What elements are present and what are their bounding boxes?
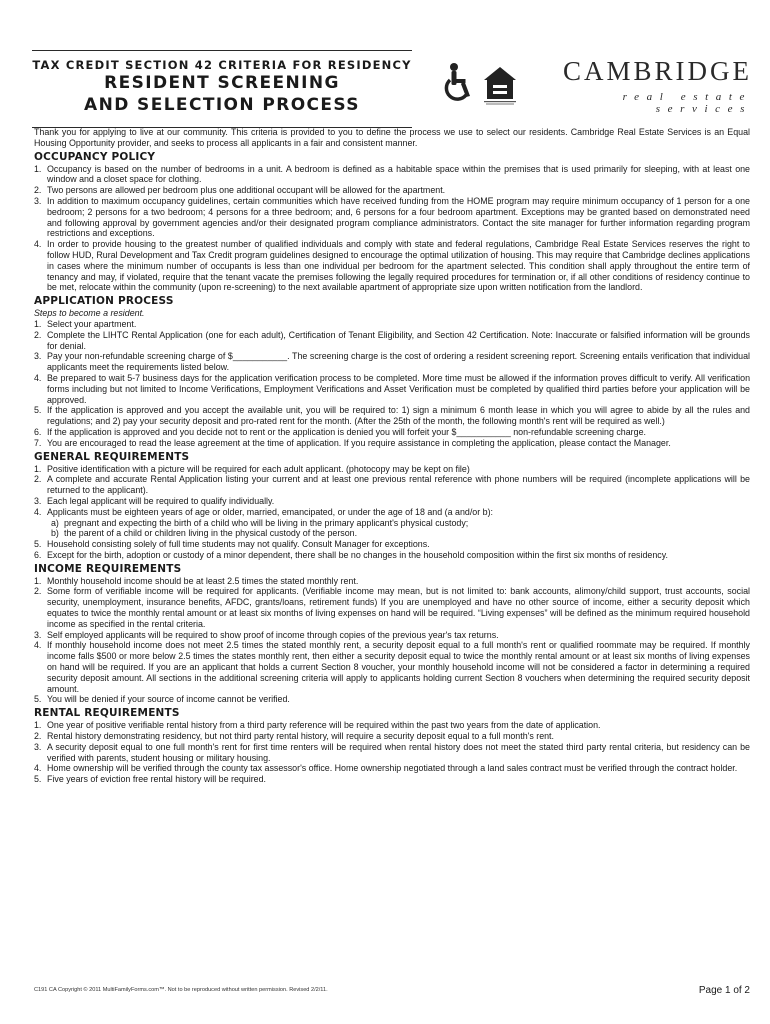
list-item: 1. One year of positive verifiable rental history from a third party reference will be required within the past two years from the date of application.	[34, 720, 601, 731]
application-list	[34, 319, 750, 449]
list-item: 2. Two persons are allowed per bedroom plus one additional occupant will be allowed for the apartment.	[34, 185, 446, 196]
list-item: 7. You are encouraged to read the lease agreement at the time of application. If you require assistance in completing the application, please contact the Manager.	[34, 437, 671, 448]
list-item: 4. Be prepared to wait 5-7 business days for the application verification process to be completed. More time must be allowed if the information proves difficult to verify. All verification forms including but not limited to Income Verifications, Employment Verifications and Asset Verification must be completed by qualified third parties before your application will be approved.	[34, 372, 750, 405]
list-item: 6. If the application is approved and you decide not to rent or the application is denied you will forfeit your $___________ non-refundable screening charge.	[34, 426, 646, 437]
list-item: 4. Applicants must be eighteen years of age or older, married, emancipated, or under the age of 18 and (a and/or b):	[34, 506, 493, 517]
section-heading-occupancy: OCCUPANCY POLICY	[34, 150, 156, 163]
section-subheading: Steps to become a resident.	[34, 308, 145, 319]
company-logo	[532, 56, 752, 115]
general-list	[34, 464, 750, 561]
rental-list	[34, 720, 750, 785]
list-item: 5. You will be denied if your source of income cannot be verified.	[34, 694, 290, 705]
list-item: 6. Except for the birth, adoption or custody of a minor dependent, there shall be no changes in the household composition within the first six months of residency.	[34, 549, 668, 560]
copyright-notice: C191 CA Copyright © 2011 MultiFamilyForms.com™. Not to be reproduced without written permission. Revised 2/2/11.	[34, 987, 328, 993]
page-number: Page 1 of 2	[698, 985, 750, 996]
document-subtitle: TAX CREDIT SECTION 42 CRITERIA FOR RESIDENCY	[32, 58, 412, 72]
brand-name: CAMBRIDGE	[562, 56, 752, 86]
list-item: 5. Five years of eviction free rental history will be required.	[34, 774, 267, 785]
list-item: 4. If monthly household income does not meet 2.5 times the stated monthly rent, a security deposit equal to a full month's rent or qualified roommate may be required. If monthly income falls $500 or more below 2.5 times the states monthly rent, then either a security deposit equal to twice the monthly rental amount or at least six months of living expenses on hand will be required. If you are an applicant that holds a current Section 8 voucher, your monthly household income will not be considered a factor in determining a required security deposit amount. All sections in the additional screening criteria will apply to applicants holding current Section 8 vouchers when determining the required security deposit amount.	[34, 640, 750, 694]
income-list	[34, 576, 750, 706]
document-title-line1: RESIDENT SCREENING	[104, 73, 340, 93]
list-item: 2. Rental history demonstrating residency, but not third party rental history, will require a security deposit equal to a full month's rent.	[34, 731, 554, 742]
sub-list-item: a) pregnant and expecting the birth of a child who will be living in the primary applicant's physical custody;	[51, 517, 469, 528]
list-item: 2. Some form of verifiable income will be required for applicants. (Verifiable income may mean, but is not limited to: bank accounts, alimony/child support, trust accounts, social security, unemployment, insurance benefits, AFDC, grants/loans, retirement funds) If you are unemployed and have no other source of income, either a security deposit which equates to twice the monthly rental amount or at least six months of living expenses on hand will be required. “Living expenses” will be defined as the minimum required household income as specified in the rental criteria.	[34, 586, 750, 629]
equal-housing-icon	[484, 67, 516, 105]
list-item: 3. In addition to maximum occupancy guidelines, certain communities which have received funding from the HOME program may require minimum occupancy of 1 person for a one bedroom; 2 persons for a two bedroom; 4 persons for a three bedroom; and, 6 persons for a four bedroom apartment. Exceptions may be granted based on demonstrated need and following approval by government agencies and/or their designated program compliance administrators. Contact the site manager for further information regarding program restrictions and exceptions.	[34, 195, 750, 239]
list-item: 1. Monthly household income should be at least 2.5 times the stated monthly rent.	[34, 575, 359, 586]
section-heading-rental: RENTAL REQUIREMENTS	[34, 707, 180, 720]
list-item: 3. Self employed applicants will be required to show proof of income through copies of the previous year's tax returns.	[34, 629, 499, 640]
list-item: 3. Each legal applicant will be required to qualify individually.	[34, 495, 275, 506]
document-title-line2: AND SELECTION PROCESS	[84, 95, 360, 115]
title-block	[32, 50, 412, 128]
document-footer	[34, 985, 750, 999]
list-item: 5. Household consisting solely of full time students may not qualify. Consult Manager for exceptions.	[34, 539, 430, 550]
list-item: 2. Complete the LIHTC Rental Application (one for each adult), Certification of Tenant Eligibility, and Section 42 Certification. Note: Inaccurate or falsified information will be grounds for denial.	[34, 329, 750, 351]
document-body	[34, 127, 750, 785]
list-item: 3. A security deposit equal to one full month's rent for first time renters will be required when rental history does not meet the stated third party rental criteria, but residency can be verified with parents, student housing or military housing.	[34, 741, 750, 763]
compliance-logos	[440, 58, 530, 106]
document-header	[32, 50, 752, 130]
list-item: 5. If the application is approved and you accept the available unit, you will be required to: 1) sign a minimum 6 month lease in which you will agree to abide by all the rules and regulations; and 2) pay your security deposit and pro-rated rent for the month. (After the 25th of the month, the following month's rent will be required as well.)	[34, 405, 750, 427]
list-item: 1. Occupancy is based on the number of bedrooms in a unit. A bedroom is defined as a habitable space within the premises that is used primarily for sleeping, with at least one window and a closet space for clothing.	[34, 163, 750, 185]
section-heading-general: GENERAL REQUIREMENTS	[34, 450, 190, 463]
sub-list-item: b) the parent of a child or children living in the physical custody of the person.	[51, 528, 358, 539]
list-item: 4. Home ownership will be verified through the county tax assessor's office. Home ownership negotiated through a land sales contract must be verified through the contract holder.	[34, 763, 738, 774]
occupancy-list	[34, 164, 750, 294]
accessibility-icon	[446, 63, 470, 99]
list-item: 1. Positive identification with a picture will be required for each adult applicant. (photocopy may be kept on file)	[34, 463, 470, 474]
list-item: 2. A complete and accurate Rental Application listing your current and at least one previous rental reference with phone numbers will be required (incomplete applications will be returned to the applicant).	[34, 474, 750, 496]
list-item: 4. In order to provide housing to the greatest number of qualified individuals and comply with state and federal regulations, Cambridge Real Estate Services reserves the right to follow HUD, Rural Development and Tax Credit program guidelines designed to encourage the optimal utilization of housing. This may require that Cambridge declines applications in cases where the minimum number of occupants is less than one individual per bedroom for the apartment selected. This condition shall apply throughout the entire term of tenancy and may, if violated, require that the tenant vacate the premises following the legally required procedures for termination or, if all other conditions of residency continue to be met, relocate within the community (upon re-screening) to the next available apartment of appropriate size upon written notification from the landlord.	[34, 239, 750, 293]
brand-tagline: real estate services	[622, 91, 752, 115]
list-item: 3. Pay your non-refundable screening charge of $___________. The screening charge is the cost of ordering a resident screening report. Screening entails verification that individual applicants meet the requirements listed below.	[34, 351, 750, 373]
intro-paragraph: Thank you for applying to live at our community. This criteria is provided to you to define the process we use to select our residents. Cambridge Real Estate Services is an Equal Housing Opportunity provider, and seeks to process all applicants in a fair and consistent manner.	[34, 127, 750, 148]
section-heading-income: INCOME REQUIREMENTS	[34, 562, 182, 575]
list-item: 1. Select your apartment.	[34, 318, 137, 329]
section-heading-application: APPLICATION PROCESS	[34, 295, 174, 308]
